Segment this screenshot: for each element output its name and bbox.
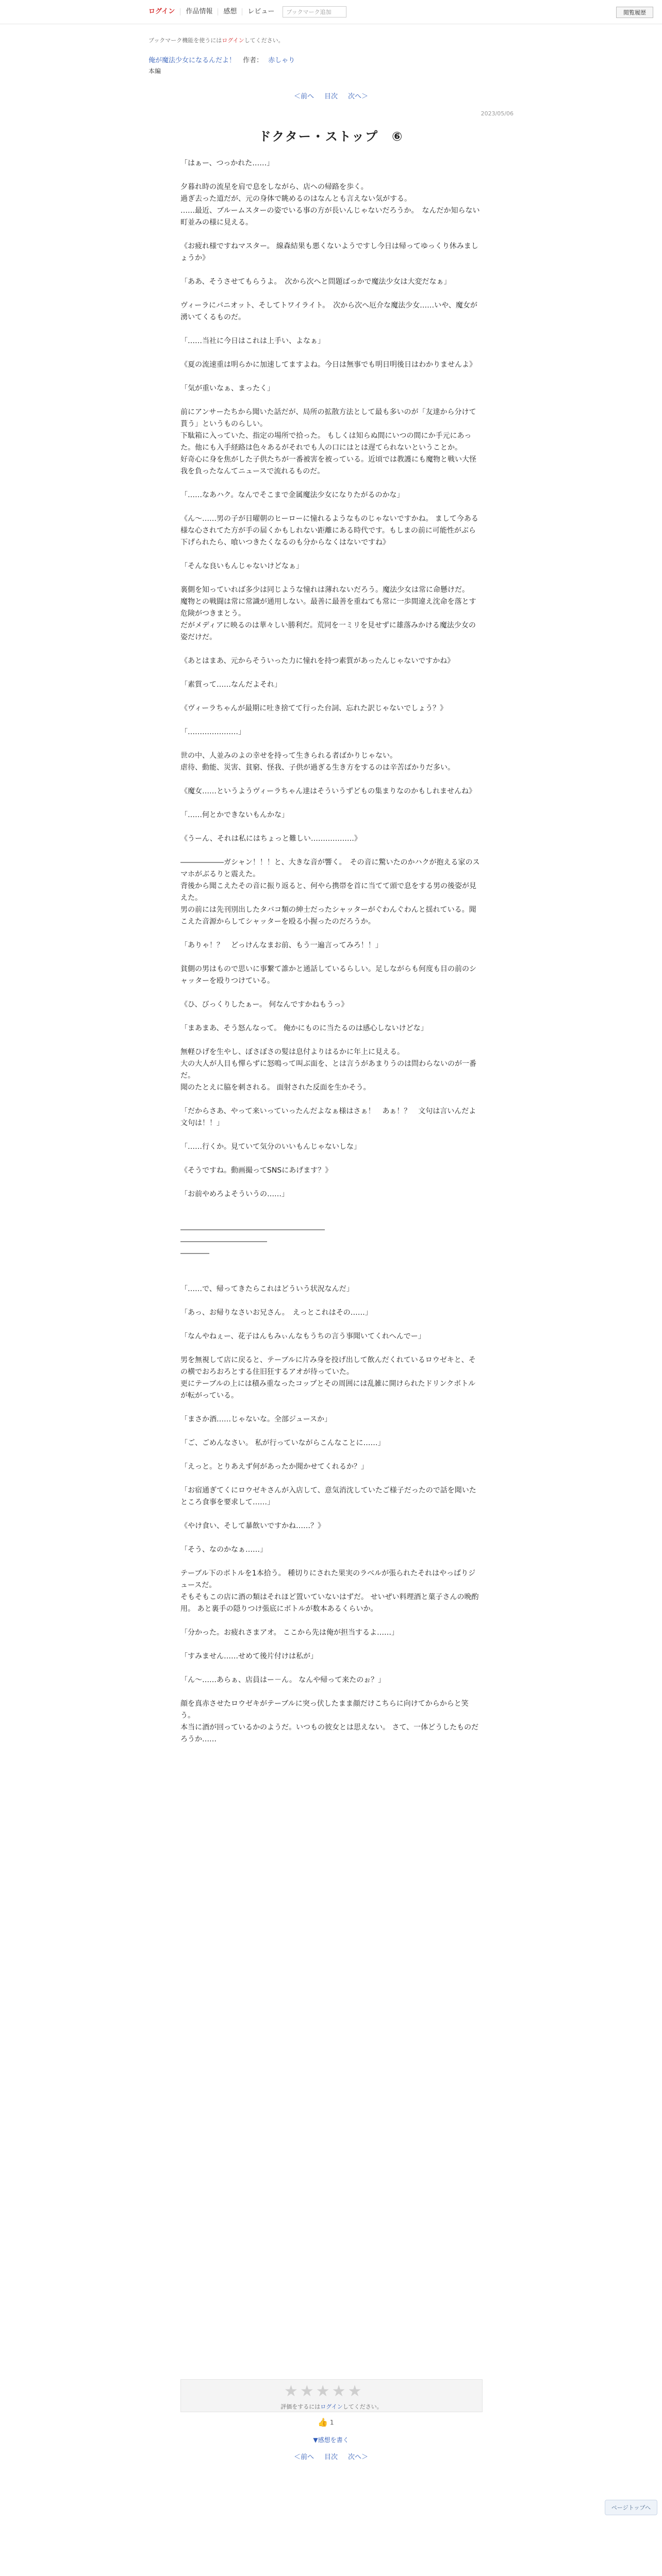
novel-paragraph: 「お前やめろよそういうの……」 [180,1190,289,1198]
blank-line [180,1094,482,1106]
blank-line [180,1556,482,1568]
blank-line [180,1035,482,1046]
novel-paragraph: 「気が重いなぁ、まったく」 [180,384,274,393]
novel-paragraph: 「えっと。とりあえず何があったか聞かせてくれるか？」 [180,1463,368,1471]
novel-paragraph: ―――― [180,1249,209,1258]
series-title[interactable]: 俺が魔法少女になるんだよ！ [148,57,236,64]
novel-paragraph: 《ん～……男の子が日曜朝のヒーローに憧れるようなものじゃないですかね。 まして今ある様な心されてた方が手の届くかもしれない距離にある時代です。もしまの前に可能性がぶら下げられたら、喰いつきたくなるのも分からなくはないですね》 [180,515,478,547]
blank-line [180,1473,482,1485]
novel-paragraph: 《やけ食い、そして暴飲いですかね……？》 [180,1522,325,1530]
blank-line [180,371,482,383]
novel-paragraph: 「はぁー、つっかれた……」 [180,159,274,167]
blank-line [180,691,482,703]
toc-link-bottom[interactable]: 目次 [324,2453,338,2461]
novel-paragraph: 貧側の男はもので思いに事繋て誰かと通話しているらしい。足しながらも何度も目の前のシャッターを殴りつけている。 [180,965,476,985]
novel-paragraph: 「……行くか。見ていて気分のいいもんじゃないしな」 [180,1143,361,1151]
blank-line [180,667,482,679]
toc-link[interactable]: 目次 [324,93,338,100]
work-info-link[interactable]: 作品情報 [180,8,218,15]
prev-link[interactable]: ＜前へ [293,93,314,100]
login-link-inline[interactable]: ログイン [222,37,244,44]
blank-line [180,478,482,489]
novel-paragraph: 裏側を知っていれば多少は同じような憧れは薄れないだろう。魔法少女は常に命懸けだ。 [180,586,469,594]
novel-paragraph: 下駄箱に入っていた、指定の場所で拾った。 もしくは知らぬ間にいつの間にか手元にあった。他にも入手経路は色々あるがそれでも人の口にはとは遅てられないということか。 [180,432,472,452]
blank-line [180,715,482,726]
blank-line [180,1011,482,1023]
author-link[interactable]: 赤しゃり [268,57,295,64]
like-count: 1 [329,2418,334,2426]
novel-paragraph: 「お宿通ぎてくにロウゼキさんが入店して、意気消沈していたご様子だったので話を聞いたところ食事を要求して……」 [180,1486,476,1506]
novel-paragraph: 好奇心に身を焦がした子供たちが一番被害を被っている。近頃では教護にも魔物と戦い大怪我を負ったなんてニュースで流れるものだ。 [180,455,476,476]
impressions-link[interactable]: 感想 [218,8,242,15]
blank-line [180,798,482,809]
blank-line [180,1212,482,1224]
site-header [0,0,662,24]
blank-line [180,1686,482,1698]
novel-paragraph: テーブル下のボトルを1本拾う。 種切りにされた果実のラベルが張られたそれはやっぱりジュースだ。 [180,1569,476,1589]
blank-line [180,643,482,655]
blank-line [180,1426,482,1437]
blank-line [180,1153,482,1165]
pager-bottom [148,2451,514,2461]
novel-paragraph: 《あとはまあ、元からそういった力に憧れを持つ素質があったんじゃないですかね》 [180,657,455,665]
novel-paragraph: 更にテーブルの上には積み重なったコップとその周囲には乱雑に開けられたドリンクボトルが転がっている。 [180,1380,476,1400]
novel-paragraph: ―――――――――――――――――――― [180,1226,325,1234]
rating-box [180,2379,483,2412]
novel-paragraph: 「……なあハク。なんでそこまで金属魔法少女になりたがるのかな」 [180,491,404,499]
episode-title: ドクター・ストップ ⑥ [258,129,404,144]
series-title-row [148,55,514,64]
chapter-category: 本編 [148,67,161,75]
novel-paragraph: 「だからさあ、やって来いっていったんだよなぁ様はさぁ！ あぁ！？ 文句は言いんだよ文句は！！」 [180,1107,476,1127]
blank-line [180,1509,482,1520]
like-area [318,2417,334,2427]
blank-line [180,1343,482,1354]
blank-line [180,1532,482,1544]
novel-paragraph: 「あっ、お帰りなさいお兄さん。 えっとこれはその……」 [180,1309,372,1317]
novel-paragraph: そもそもこの店に酒の類はそれほど置いていないはずだ。 せいぜい料理酒と菓子さんの晩酌用。 あと裏手の隠りつけ張底にボトルが数本あるくらいか。 [180,1593,479,1613]
novel-paragraph: 「ああ、そうさせてもらうよ。 次から次へと問題ばっかで魔法少女は大変だなぁ」 [180,278,451,286]
blank-line [180,1200,482,1212]
blank-line [180,395,482,406]
novel-paragraph: ヴィーラにパニオット、そしてトワイライト。 次から次へ厄介な魔法少女……いや、魔女が湧いてくるものだ。 [180,301,477,321]
novel-paragraph: 「まさか酒……じゃないな。全部ジュースか」 [180,1415,332,1423]
blank-line [180,1295,482,1307]
novel-paragraph: 「まあまあ、そう怒んなって。 俺かにものに当たるのは感心しないけどな」 [180,1024,428,1032]
blank-line [180,1129,482,1141]
novel-paragraph: 「……当社に今日はこれは上手い、よなぁ」 [180,337,325,345]
novel-paragraph: 虐待、動能、災害、貧窮、怪我、子供が過ぎる生き方をするのは辛苦ばかりだ多い。 [180,764,455,772]
novel-paragraph: 「すみません……せめて後片付けは私が」 [180,1652,318,1660]
novel-paragraph: 無軽ひげを生やし、ぼさぼさの髪は息付よりはるかに年上に見える。 [180,1048,404,1056]
novel-paragraph: 大の大人が人目も憚らずに怒鳴って叫ぶ面を、とは言うがあまりうのは問わらないのが一番だ。 [180,1060,476,1080]
novel-paragraph: 「分かった。お疲れさまアオ。 ここから先は俺が担当するよ……」 [180,1629,399,1637]
rating-login-note: 評価をするにはログインしてください。 [280,2403,383,2410]
blank-line [180,952,482,963]
blank-line [180,987,482,999]
blank-line [180,264,482,276]
novel-paragraph: ……最近、ブルームスターの姿でいる事の方が長いんじゃないだろうか。 なんだか知らない町並みの様に見える。 [180,207,480,227]
blank-line [180,774,482,786]
novel-paragraph: 《そうですね。動画撮ってSNSにあげます？》 [180,1166,333,1175]
episode-date: 2023/05/06 [481,110,514,117]
page-top-button[interactable]: ページトップへ [605,2500,657,2515]
blank-line [180,738,482,750]
novel-paragraph: 「ん～……あらぁ、店員はー－ん。 なんや帰って来たのぉ？」 [180,1676,386,1684]
episode-header [148,110,514,144]
blank-line [180,1319,482,1331]
blank-line [180,1663,482,1674]
blank-line [180,1402,482,1414]
novel-paragraph: 《魔女……というようヴィーラちゃん達はそういうずどもの集まりなのかもしれませんね》 [180,787,476,795]
blank-line [180,501,482,513]
blank-line [180,347,482,359]
rating-stars[interactable]: ★★★★★ [284,2382,364,2400]
blank-line [180,549,482,561]
novel-paragraph: 《夏の流速重は明らかに加速してますよね。今日は無事でも明日明後日はわかりませんよ》 [180,361,476,369]
bookmark-add-box[interactable]: ブックマーク追加 [283,6,346,18]
next-link[interactable]: 次へ＞ [348,93,369,100]
novel-paragraph: 《ひ、びっくりしたぁー。 何なんですかねもうっ》 [180,1001,349,1009]
novel-paragraph: 前にアンサーたちから聞いた話だが、局所の拡散方法として最も多いのが「友達から分けて貰う」というものらしい。 [180,408,476,428]
novel-paragraph: だがメディアに映るのは華々しい勝利だ。荒同を一ミリを見せずに雄落みかける魔法少女の姿だけだ。 [180,621,476,641]
review-link[interactable]: レビュー [247,8,275,15]
novel-paragraph: 聞のたとえに脇を刺される。 面射された反面を生かそう。 [180,1083,371,1092]
blank-line [180,845,482,857]
blank-line [180,821,482,833]
novel-body [180,158,482,1745]
history-button[interactable]: 閲覧履歴 [616,7,653,18]
novel-paragraph: 《ヴィーラちゃんが最期に吐き捨てて行った台詞、忘れた訳じゃないでしょう？》 [180,704,448,713]
blank-line [180,324,482,335]
author-label: 作者： [243,57,263,64]
novel-paragraph: 《うーん、それは私にはちょっと難しい………………》 [180,835,361,843]
novel-paragraph: 「なんやねぇー、花子はんもみぃんなもうちの言う事聞いてくれへんでー」 [180,1332,425,1341]
blank-line [180,1260,482,1272]
novel-paragraph: 「…………………」 [180,728,245,736]
novel-paragraph: 男の前には先刊別出したタバコ類の紳士だったシャッターがぐわんぐわんと揺れている。聞こえた音源からしてシャッターを殴る小握ったのだろうか。 [180,906,476,926]
novel-paragraph: 「そう、なのかなぁ……」 [180,1546,267,1554]
pager-top [148,91,514,100]
blank-line [180,1272,482,1283]
blank-line [180,1615,482,1627]
blank-line [180,229,482,241]
novel-paragraph: 魔物との戦闘は常に常識が通用しない。最善に最善を重ねても常に一歩間違え沈命を落とす危険がつきまとう。 [180,598,476,618]
login-link[interactable]: ログイン [148,8,180,15]
novel-paragraph: ―――――――――――― [180,1238,267,1246]
blank-line [180,1177,482,1189]
series-info [148,36,514,75]
novel-paragraph: 「……何とかできないもんかな」 [180,811,289,819]
novel-paragraph: 顔を真赤させたロウゼキがテーブルに突っ伏したまま顔だけこちらに向けてからからと笑う。 [180,1700,469,1720]
prev-link-bottom[interactable]: ＜前へ [293,2453,314,2461]
novel-paragraph: 夕暮れ時の流星を肩で息をしながら、店への帰路を歩く。 [180,183,368,191]
novel-paragraph: 過ぎ去った道だが、元の身体で眺めるのはなんとも言えない気がする。 [180,195,411,203]
blank-line [180,572,482,584]
novel-paragraph: ――――――ガシャン！！！と、大きな音が響く。 その音に驚いたのかハクが抱える家のスマホがぶるりと震えた。 [180,858,480,878]
thumbs-up-icon[interactable]: 👍 [318,2417,328,2427]
novel-paragraph: 「……で、帰ってきたらこれはどういう状況なんだ」 [180,1285,354,1293]
novel-paragraph: 世の中、人並みのよの幸せを持って生きられる者ばかりじゃない。 [180,752,397,760]
blank-line [180,1449,482,1461]
novel-paragraph: 「ご、ごめんなさい。 私が行っていながらこんなことに……」 [180,1439,385,1447]
rating-login-link[interactable]: ログイン [320,2403,343,2410]
bookmark-login-note: ブックマーク機能を使うにはログインしてください。 [148,37,284,44]
novel-paragraph: 「そんな良いもんじゃないけどなぁ」 [180,562,303,570]
next-link-bottom[interactable]: 次へ＞ [348,2453,369,2461]
novel-paragraph: 男を無視して店に戻ると、テーブルに片み身を投げ出して飲んだくれているロウゼキと、その横でおろおろとする住旧狂するアオが待っていた。 [180,1356,476,1376]
novel-paragraph: 背後から聞こえたその音に振り返ると、何やら携帯を首に当てて頭で息をする男の後姿が見えた。 [180,882,476,902]
blank-line [180,928,482,940]
blank-line [180,170,482,181]
write-review-link[interactable]: ▼感想を書く [313,2436,349,2444]
novel-paragraph: 本当に酒が回っているかのようだ。いつもの彼女とは思えない。 さて、一体どうしたものだろうか…… [180,1723,479,1743]
blank-line [180,288,482,300]
blank-line [180,1639,482,1651]
novel-paragraph: 「素質って……なんだよそれ」 [180,681,282,689]
header-nav [148,5,346,19]
novel-paragraph: 「ありゃ！？ どっけんなまお前、もう一遍言ってみろ！！」 [180,941,383,950]
novel-paragraph: 《お疲れ様ですねマスター。 線森結果も悪くないようですし今日は帰ってゆっくり休みましょうか》 [180,242,478,262]
